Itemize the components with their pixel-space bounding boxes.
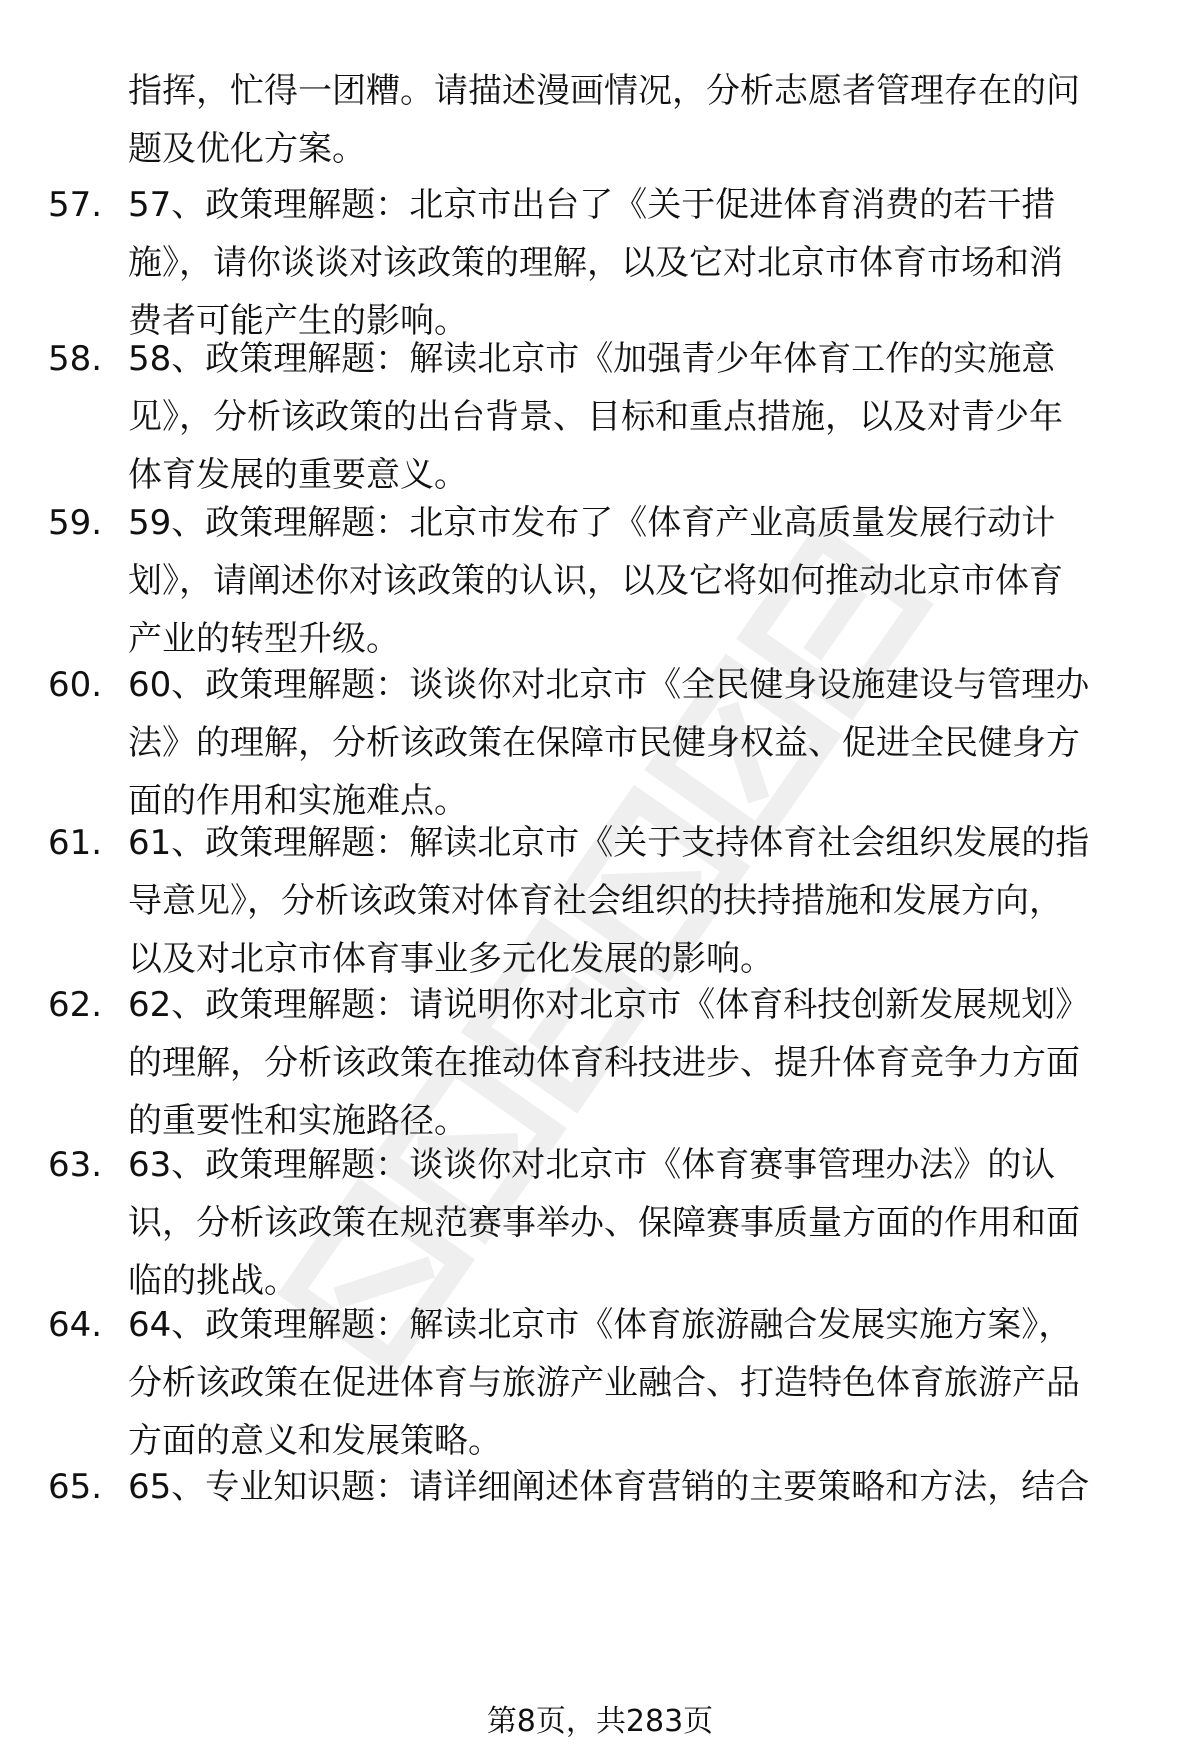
question-number: 61. <box>48 823 103 863</box>
question-text: 65、专业知识题：请详细阐述体育营销的主要策略和方法，结合 <box>128 1467 1090 1507</box>
question-text: 57、政策理解题：北京市出台了《关于促进体育消费的若干措 施》，请你谈谈对该政策的理解，以及它对北京市体育市场和消 费者可能产生的影响。 <box>128 185 1063 341</box>
question-number: 57. <box>48 185 103 225</box>
question-number: 64. <box>48 1305 103 1345</box>
question-number: 59. <box>48 503 103 543</box>
question-text: 59、政策理解题：北京市发布了《体育产业高质量发展行动计 划》，请阐述你对该政策的认识，以及它将如何推动北京市体育 产业的转型升级。 <box>128 503 1063 659</box>
question-text: 62、政策理解题：请说明你对北京市《体育科技创新发展规划》 的理解，分析该政策在推动体育科技进步、提升体育竞争力方面 的重要性和实施路径。 <box>128 985 1090 1141</box>
page-footer: 第8页，共283页 <box>486 1704 714 1739</box>
question-text: 61、政策理解题：解读北京市《关于支持体育社会组织发展的指 导意见》，分析该政策对体育社会组织的扶持措施和发展方向， 以及对北京市体育事业多元化发展的影响。 <box>128 823 1090 979</box>
continuation-text: 指挥，忙得一团糟。请描述漫画情况，分析志愿者管理存在的问 题及优化方案。 <box>128 71 1080 169</box>
question-number: 60. <box>48 665 103 705</box>
question-text: 64、政策理解题：解读北京市《体育旅游融合发展实施方案》， 分析该政策在促进体育与旅游产业融合、打造特色体育旅游产品 方面的意义和发展策略。 <box>128 1305 1080 1461</box>
question-number: 62. <box>48 985 103 1025</box>
question-text: 58、政策理解题：解读北京市《加强青少年体育工作的实施意 见》，分析该政策的出台背景、目标和重点措施，以及对青少年 体育发展的重要意义。 <box>128 339 1063 495</box>
question-number: 65. <box>48 1467 103 1507</box>
question-text: 60、政策理解题：谈谈你对北京市《全民健身设施建设与管理办 法》的理解，分析该政策在保障市民健身权益、促进全民健身方 面的作用和实施难点。 <box>128 665 1090 821</box>
question-text: 63、政策理解题：谈谈你对北京市《体育赛事管理办法》的认 识，分析该政策在规范赛事举办、保障赛事质量方面的作用和面 临的挑战。 <box>128 1145 1080 1301</box>
question-number: 63. <box>48 1145 103 1185</box>
question-number: 58. <box>48 339 103 379</box>
